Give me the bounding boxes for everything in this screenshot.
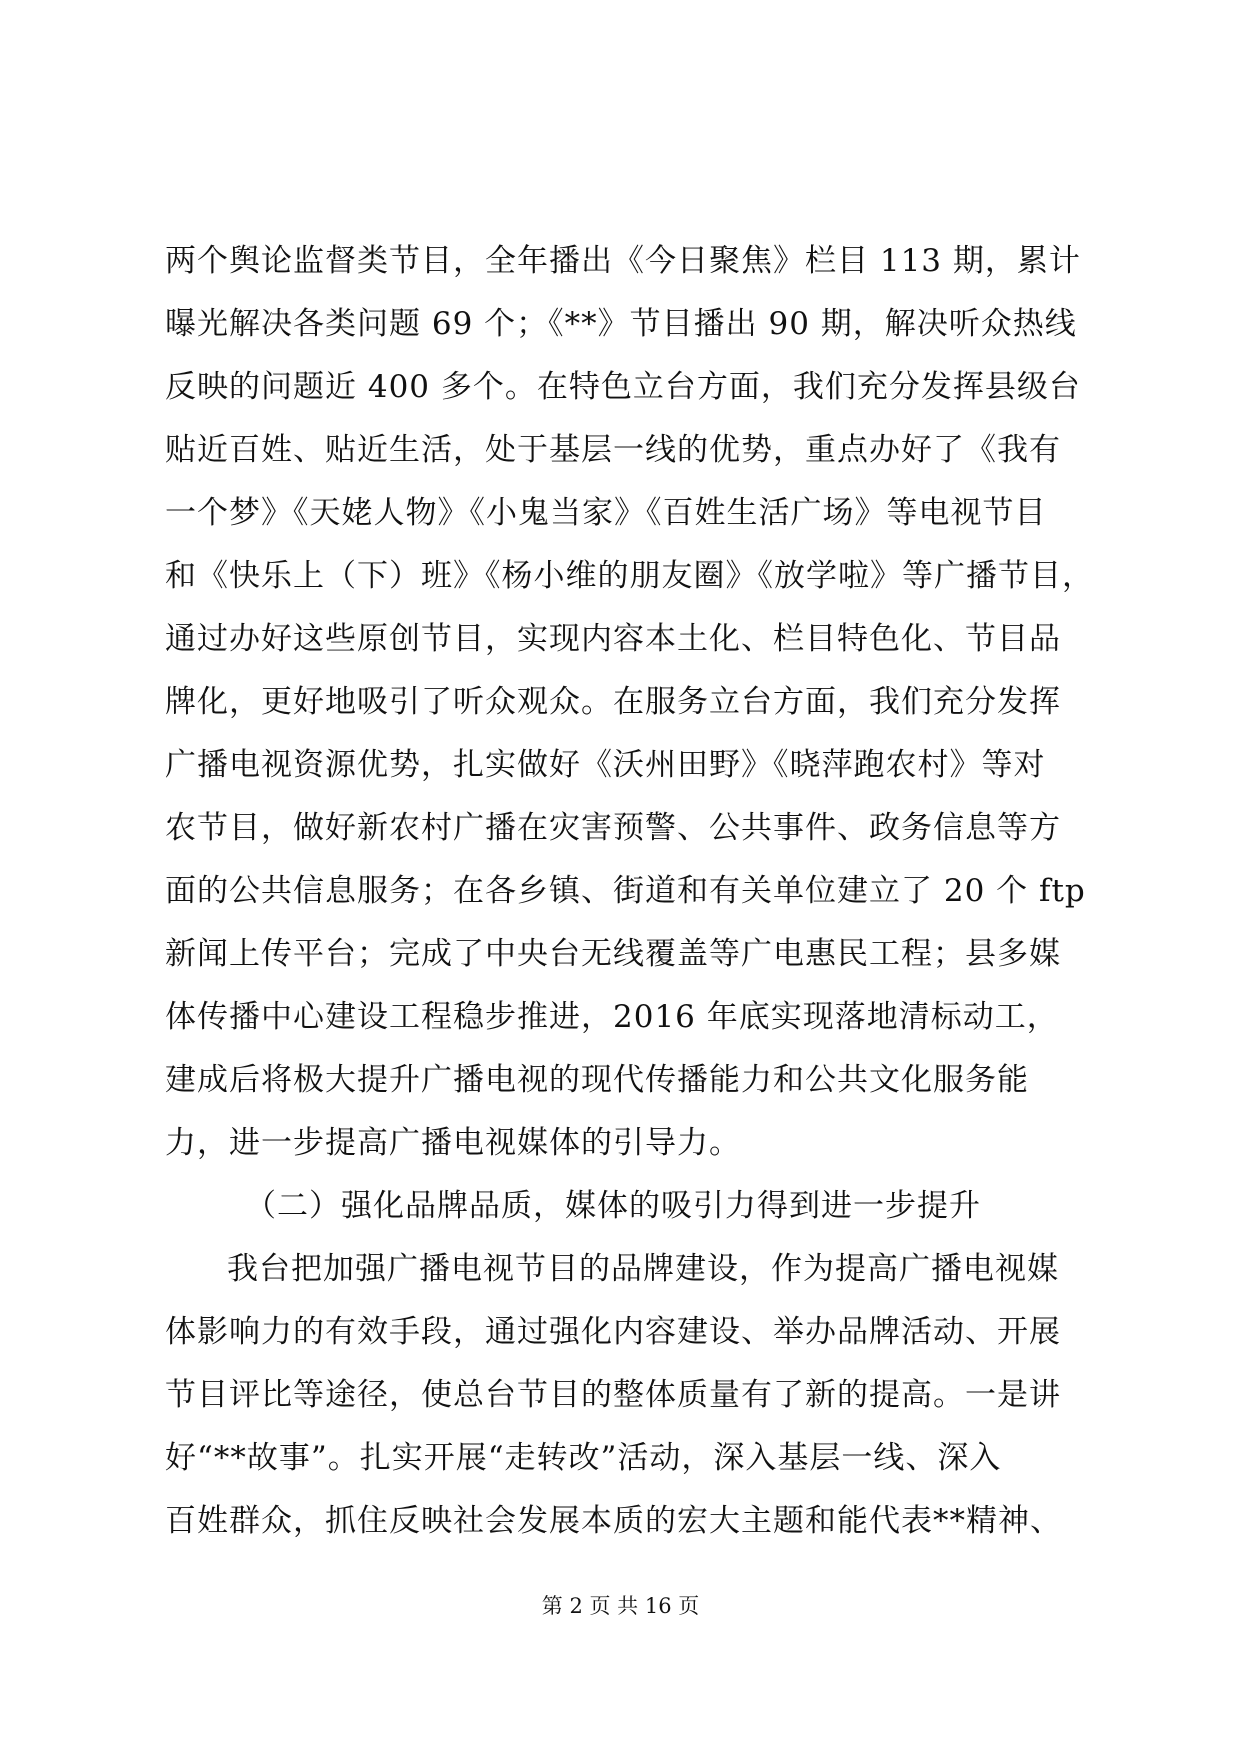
paragraph-line: 体传播中心建设工程稳步推进，2016 年底实现落地清标动工， bbox=[165, 999, 1059, 1035]
paragraph-line: 牌化，更好地吸引了听众观众。在服务立台方面，我们充分发挥 bbox=[165, 684, 1061, 720]
paragraph-line: 和《快乐上（下）班》《杨小维的朋友圈》《放学啦》等广播节目， bbox=[165, 558, 1094, 594]
document-body bbox=[165, 230, 1094, 1553]
paragraph-line: 我台把加强广播电视节目的品牌建设，作为提高广播电视媒 bbox=[227, 1251, 1059, 1287]
paragraph-line: 百姓群众，抓住反映社会发展本质的宏大主题和能代表**精神、 bbox=[165, 1503, 1062, 1539]
paragraph-line: 广播电视资源优势，扎实做好《沃州田野》《晓萍跑农村》等对 bbox=[165, 747, 1046, 783]
paragraph-line: 新闻上传平台；完成了中央台无线覆盖等广电惠民工程；县多媒 bbox=[165, 936, 1061, 972]
section-subheading: （二）强化品牌品质，媒体的吸引力得到进一步提升 bbox=[245, 1188, 981, 1224]
paragraph-line: 面的公共信息服务；在各乡镇、街道和有关单位建立了 20 个 ftp bbox=[165, 873, 1086, 909]
paragraph-line: 节目评比等途径，使总台节目的整体质量有了新的提高。一是讲 bbox=[165, 1377, 1061, 1413]
paragraph-line: 通过办好这些原创节目，实现内容本土化、栏目特色化、节目品 bbox=[165, 621, 1061, 657]
paragraph-line: 体影响力的有效手段，通过强化内容建设、举办品牌活动、开展 bbox=[165, 1314, 1061, 1350]
paragraph-line: 建成后将极大提升广播电视的现代传播能力和公共文化服务能 bbox=[165, 1062, 1029, 1098]
paragraph-line: 一个梦》《天姥人物》《小鬼当家》《百姓生活广场》等电视节目 bbox=[165, 495, 1047, 531]
paragraph-line: 两个舆论监督类节目，全年播出《今日聚焦》栏目 113 期，累计 bbox=[165, 243, 1081, 279]
paragraph-line: 曝光解决各类问题 69 个；《**》节目播出 90 期，解决听众热线 bbox=[165, 306, 1077, 342]
paragraph-line: 农节目，做好新农村广播在灾害预警、公共事件、政务信息等方 bbox=[165, 810, 1061, 846]
paragraph-line: 反映的问题近 400 多个。在特色立台方面，我们充分发挥县级台 bbox=[165, 369, 1081, 405]
paragraph-line: 力，进一步提高广播电视媒体的引导力。 bbox=[165, 1125, 741, 1161]
paragraph-line: 好“**故事”。扎实开展“走转改”活动，深入基层一线、深入 bbox=[165, 1440, 1002, 1476]
page-number-footer: 第 2 页 共 16 页 bbox=[541, 1594, 700, 1618]
paragraph-line: 贴近百姓、贴近生活，处于基层一线的优势，重点办好了《我有 bbox=[165, 432, 1061, 468]
